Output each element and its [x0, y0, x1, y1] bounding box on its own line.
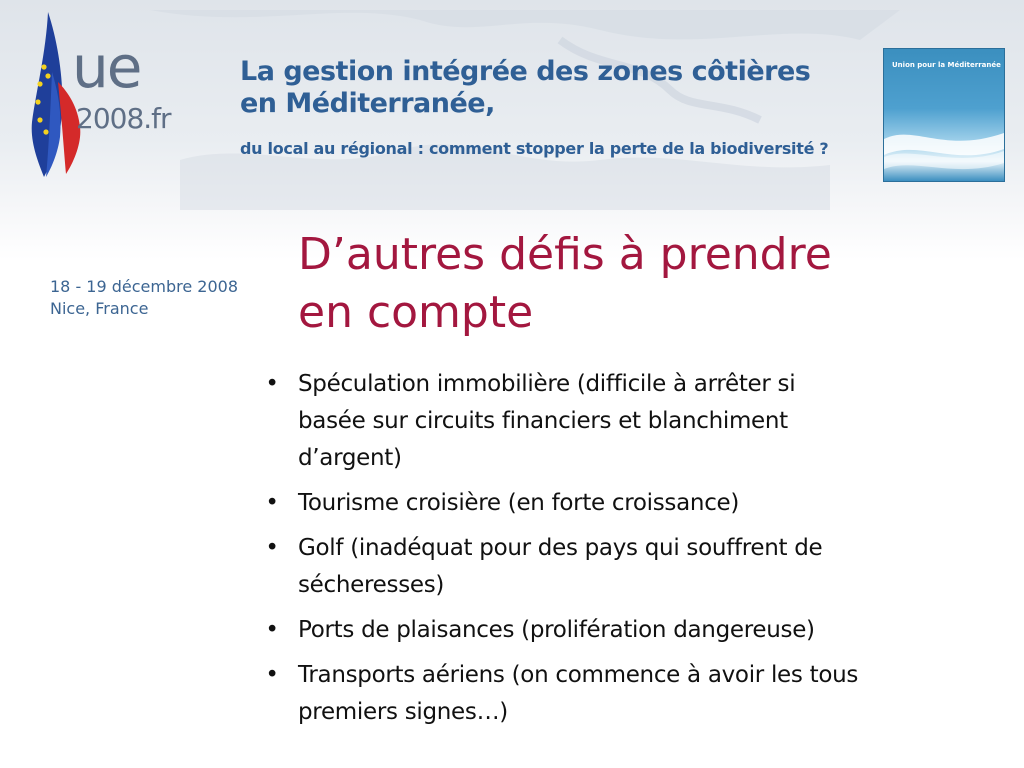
event-dates: 18 - 19 décembre 2008 — [50, 277, 239, 296]
conference-title-line1: La gestion intégrée des zones côtières — [240, 56, 811, 87]
bullet-text-line: Tourisme croisière (en forte croissance) — [298, 490, 740, 516]
event-info — [50, 276, 238, 320]
bullet-glyph: • — [265, 535, 279, 561]
upm-logo-label: Union pour la Méditerranée — [892, 61, 1001, 69]
slide-title-line2: en compte — [298, 287, 534, 338]
conference-header — [240, 56, 860, 160]
bullet-text-line: Spéculation immobilière (difficile à arrêter si — [298, 371, 796, 397]
bullet-glyph: • — [265, 617, 279, 643]
ue2008-logo — [18, 12, 188, 182]
upm-logo — [883, 48, 1005, 182]
bullet-text-line: sécheresses) — [298, 572, 445, 598]
logo-site: 2008.fr — [76, 102, 171, 135]
bullet-item — [258, 366, 998, 477]
bullet-text-line: Golf (inadéquat pour des pays qui souffrent de — [298, 535, 823, 561]
bullet-list — [258, 366, 998, 739]
logo-word: ue — [72, 33, 141, 101]
bullet-glyph: • — [265, 662, 279, 688]
slide-title-line1: D’autres défis à prendre — [298, 229, 832, 280]
bullet-item — [258, 530, 998, 604]
bullet-text-line: Transports aériens (on commence à avoir les tous — [298, 662, 859, 688]
slide-title — [298, 226, 998, 342]
bullet-item — [258, 612, 998, 649]
wave-icon — [884, 119, 1004, 181]
bullet-text-line: d’argent) — [298, 445, 402, 471]
bullet-item — [258, 485, 998, 522]
bullet-item — [258, 657, 998, 731]
bullet-text-line: premiers signes…) — [298, 699, 508, 725]
event-location: Nice, France — [50, 299, 149, 318]
conference-title-line2: en Méditerranée, — [240, 88, 495, 119]
conference-subtitle: du local au régional : comment stopper la perte de la biodiversité ? — [240, 139, 829, 158]
bullet-glyph: • — [265, 371, 279, 397]
bullet-text-line: Ports de plaisances (prolifération dangereuse) — [298, 617, 815, 643]
bullet-glyph: • — [265, 490, 279, 516]
bullet-text-line: basée sur circuits financiers et blanchiment — [298, 408, 788, 434]
